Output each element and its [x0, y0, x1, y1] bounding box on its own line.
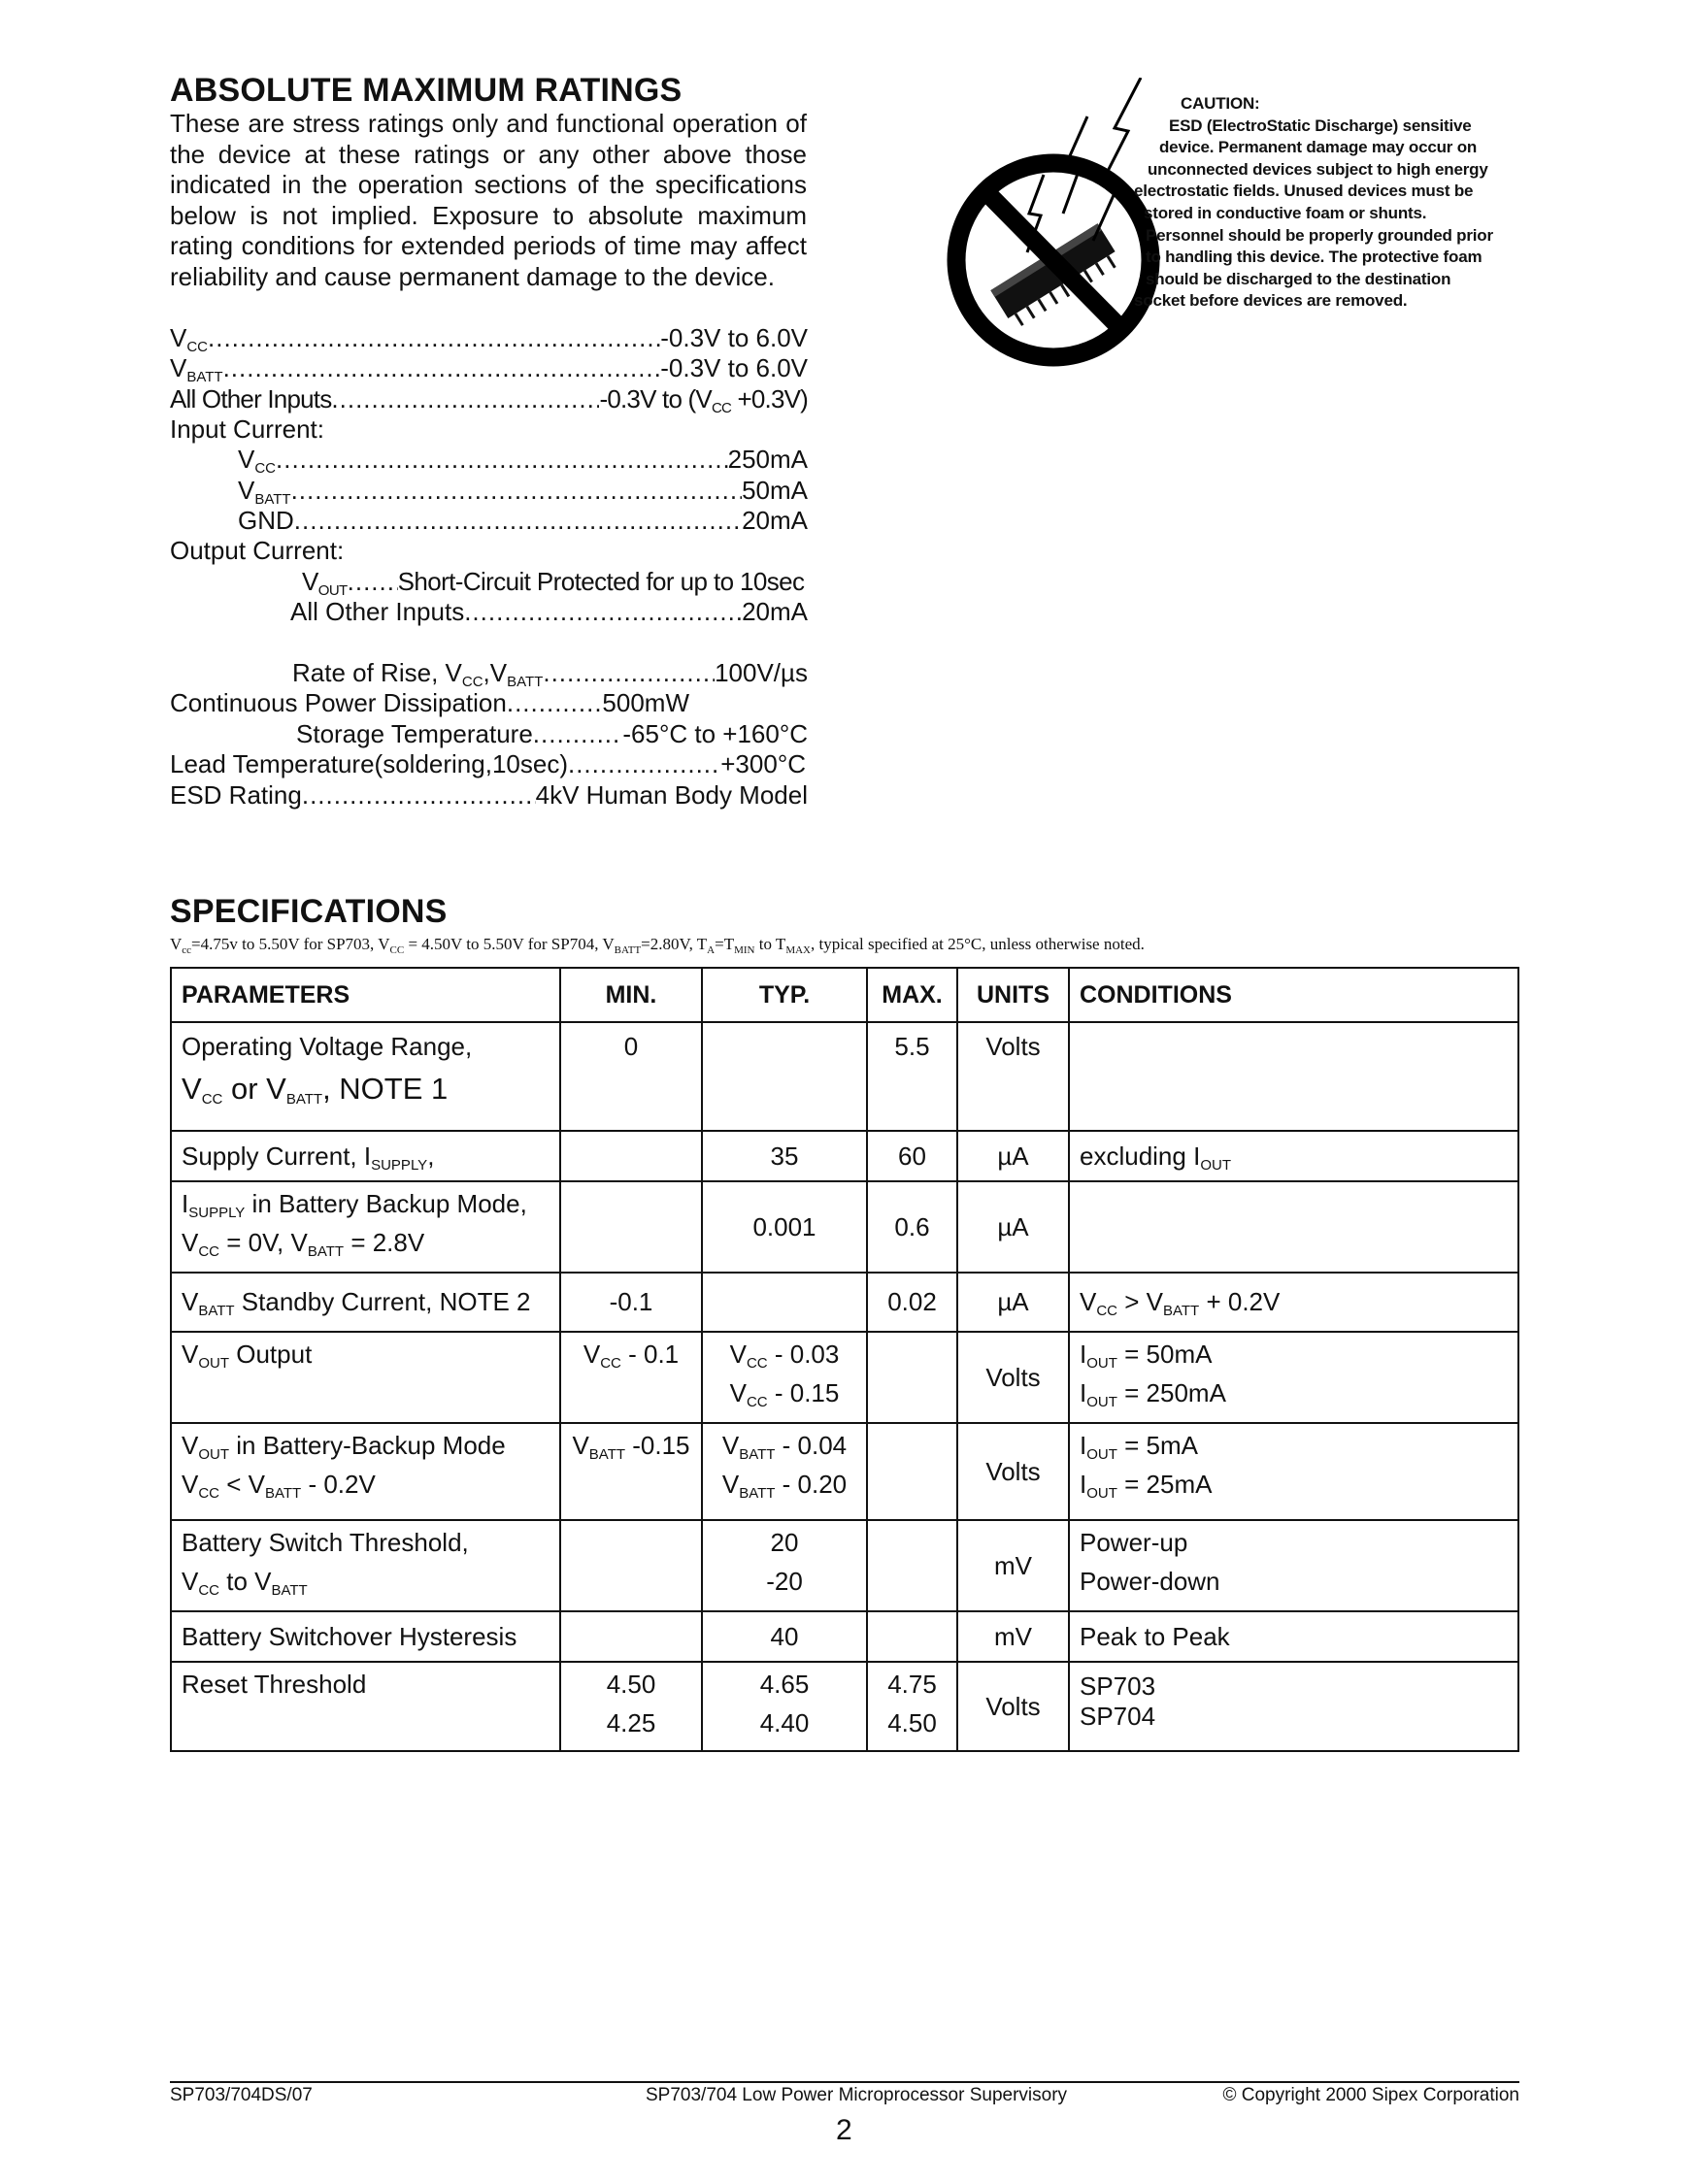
caution-line: device. Permanent damage may occur on	[1159, 138, 1478, 157]
cell-parameter: $V_{BATT}$ Standby Current, NOTE 2	[171, 1273, 560, 1332]
cell-parameter: $V_{OUT}$ in Battery-Backup Mode $V_{CC} < V_{BATT} - 0.2V$	[171, 1423, 560, 1520]
cell-typ: $V_{CC} - 0.03$ $V_{CC} - 0.15$	[702, 1332, 867, 1423]
rating-input-vbatt: $V_{BATT}$ ..... 50mA	[238, 476, 808, 506]
rating-rate-of-rise: Rate of Rise, $V_{CC},V_{BATT}$ ..... 100V/µs	[292, 658, 808, 688]
header-max: MAX.	[867, 968, 957, 1022]
caution-line: ESD (ElectroStatic Discharge) sensitive	[1169, 116, 1472, 135]
header-conditions: CONDITIONS	[1069, 968, 1518, 1022]
caution-line: to handling this device. The protective foam	[1146, 248, 1482, 267]
cell-min	[560, 1181, 702, 1273]
amr-intro-paragraph: These are stress ratings only and functional operation of the device at these ratings or any other above those indicated in the operation sections of the specifications below is not implied. Exposure to absolute maximum rating conditions for extended periods of time may affect reliability and cause permanent damage to the device.	[170, 109, 807, 291]
cell-min: 4.50 4.25	[560, 1662, 702, 1751]
caution-title: CAUTION:	[1181, 94, 1260, 113]
cell-parameter: Battery Switchover Hysteresis	[171, 1611, 560, 1662]
rating-esd: ESD Rating ..... 4kV Human Body Model	[170, 780, 808, 811]
esd-prohibition-icon	[956, 78, 1150, 357]
cell-conditions: excluding $I_{OUT}$	[1069, 1131, 1518, 1181]
cell-units: Volts	[957, 1662, 1069, 1751]
cell-min	[560, 1611, 702, 1662]
cell-units: Volts	[957, 1022, 1069, 1131]
cell-typ: 4.65 4.40	[702, 1662, 867, 1751]
caution-line: should be discharged to the destination	[1146, 269, 1451, 288]
cell-max: 0.6	[867, 1181, 957, 1273]
cell-parameter: $V_{OUT}$ Output	[171, 1332, 560, 1423]
table-row	[171, 1273, 1518, 1332]
cell-parameter: Operating Voltage Range, $V_{CC}$ or $V_{BATT}$, NOTE 1	[171, 1022, 560, 1131]
cell-conditions: $I_{OUT} = 50mA$ $I_{OUT} = 250mA$	[1069, 1332, 1518, 1423]
table-row	[171, 1332, 1518, 1423]
table-row	[171, 1611, 1518, 1662]
cell-conditions: SP703 SP704	[1069, 1662, 1518, 1751]
rating-lead-temperature: Lead Temperature(soldering,10sec) ..... +300°C	[170, 749, 806, 779]
table-row	[171, 1131, 1518, 1181]
cell-parameter: Battery Switch Threshold, $V_{CC}$ to $V_{BATT}$	[171, 1520, 560, 1611]
amr-heading: ABSOLUTE MAXIMUM RATINGS	[170, 72, 683, 109]
caution-line: Personnel should be properly grounded prior	[1146, 225, 1493, 245]
esd-caution-text	[1134, 93, 1542, 313]
cell-units: Volts	[957, 1332, 1069, 1423]
rating-vbatt: $V_{BATT}$ ..... -0.3V to 6.0V	[170, 353, 808, 383]
table-row	[171, 1022, 1518, 1131]
cell-min: $V_{CC} - 0.1$	[560, 1332, 702, 1423]
cell-units: Volts	[957, 1423, 1069, 1520]
rating-input-gnd: GND ..... 20mA	[238, 506, 808, 536]
cell-min	[560, 1520, 702, 1611]
cell-max: 4.75 4.50	[867, 1662, 957, 1751]
cell-units: mV	[957, 1611, 1069, 1662]
header-parameters: PARAMETERS	[171, 968, 560, 1022]
cell-min: -0.1	[560, 1273, 702, 1332]
cell-units: µA	[957, 1181, 1069, 1273]
footer-doc-id: SP703/704DS/07	[170, 2085, 313, 2105]
cell-units: mV	[957, 1520, 1069, 1611]
cell-conditions: Peak to Peak	[1069, 1611, 1518, 1662]
cell-conditions	[1069, 1181, 1518, 1273]
table-row	[171, 1181, 1518, 1273]
cell-typ: 0.001	[702, 1181, 867, 1273]
output-current-heading: Output Current:	[170, 536, 345, 565]
cell-parameter: Reset Threshold	[171, 1662, 560, 1751]
input-current-heading: Input Current:	[170, 414, 324, 444]
caution-line: unconnected devices subject to high energy	[1148, 159, 1488, 179]
cell-units: µA	[957, 1273, 1069, 1332]
rating-power-dissipation: Continuous Power Dissipation ..... 500mW	[170, 688, 689, 718]
table-row	[171, 1423, 1518, 1520]
cell-min: 0	[560, 1022, 702, 1131]
cell-conditions: $V_{CC} > V_{BATT} + 0.2V$	[1069, 1273, 1518, 1332]
cell-max: 60	[867, 1131, 957, 1181]
rating-vcc: $V_{CC}$ ..... -0.3V to 6.0V	[170, 323, 808, 353]
caution-line: electrostatic fields. Unused devices must be	[1134, 182, 1474, 201]
header-min: MIN.	[560, 968, 702, 1022]
rating-output-vout: $V_{OUT}$ ..... Short-Circuit Protected for up to 10sec	[302, 567, 808, 597]
cell-max	[867, 1520, 957, 1611]
cell-max	[867, 1332, 957, 1423]
cell-typ: $V_{BATT} - 0.04$ $V_{BATT} - 0.20$	[702, 1423, 867, 1520]
cell-min: $V_{BATT}$ -0.15	[560, 1423, 702, 1520]
cell-units: µA	[957, 1131, 1069, 1181]
specifications-conditions-note: $V_{cc}=4.75v$ to 5.50V for SP703, $V_{CC} = 4.50V$ to 5.50V for SP704, $V_{BATT}=2.80V$, $T_A=T_{MIN}$ to $T_{MAX}$, typical specified at 25°C, unless otherwise noted.	[170, 935, 1145, 956]
header-typ: TYP.	[702, 968, 867, 1022]
rating-storage-temperature: Storage Temperature ..... -65°C to +160°C	[296, 719, 808, 749]
cell-typ: 20 -20	[702, 1520, 867, 1611]
cell-conditions	[1069, 1022, 1518, 1131]
table-row	[171, 1520, 1518, 1611]
cell-typ: 40	[702, 1611, 867, 1662]
cell-parameter: Supply Current, $I_{SUPPLY}$,	[171, 1131, 560, 1181]
cell-max: 5.5	[867, 1022, 957, 1131]
caution-line: socket before devices are removed.	[1134, 291, 1408, 311]
specifications-table	[170, 967, 1519, 1752]
page-number: 2	[836, 2114, 852, 2146]
footer-divider	[170, 2081, 1519, 2083]
cell-max	[867, 1423, 957, 1520]
cell-max	[867, 1611, 957, 1662]
cell-max: 0.02	[867, 1273, 957, 1332]
cell-min	[560, 1131, 702, 1181]
footer-copyright: © Copyright 2000 Sipex Corporation	[1222, 2085, 1519, 2105]
header-units: UNITS	[957, 968, 1069, 1022]
caution-line: stored in conductive foam or shunts.	[1144, 203, 1427, 222]
specifications-heading: SPECIFICATIONS	[170, 893, 448, 930]
rating-output-other: All Other Inputs ..... 20mA	[290, 597, 808, 627]
table-row	[171, 1662, 1518, 1751]
footer-doc-title: SP703/704 Low Power Microprocessor Supervisory	[646, 2085, 1068, 2105]
cell-typ	[702, 1022, 867, 1131]
rating-other-inputs: All Other Inputs ..... -0.3V to $(V_{CC} +0.3V)$	[170, 384, 808, 414]
table-header-row	[171, 968, 1518, 1022]
rating-input-vcc: $V_{CC}$ ..... 250mA	[238, 445, 808, 475]
cell-typ: 35	[702, 1131, 867, 1181]
cell-typ	[702, 1273, 867, 1332]
cell-conditions: Power-up Power-down	[1069, 1520, 1518, 1611]
cell-conditions: $I_{OUT} = 5mA$ $I_{OUT} = 25mA$	[1069, 1423, 1518, 1520]
cell-parameter: $I_{SUPPLY}$ in Battery Backup Mode, $V_{CC} = 0V$, $V_{BATT} = 2.8V$	[171, 1181, 560, 1273]
